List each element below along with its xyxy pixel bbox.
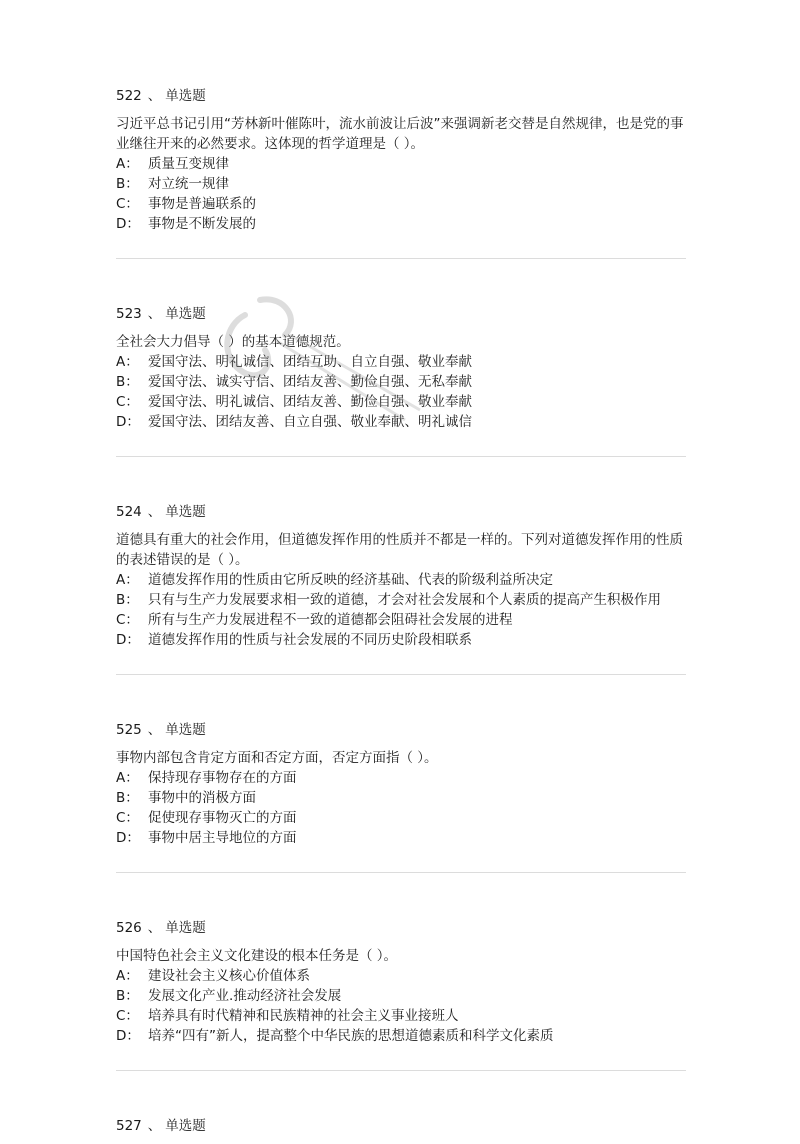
question-type: 单选题 — [165, 88, 206, 104]
question-527 — [116, 1116, 686, 1136]
question-separator: 、 — [147, 722, 162, 738]
option-key: A： — [116, 354, 139, 370]
option-text: 道德发挥作用的性质由它所反映的经济基础、代表的阶级利益所决定 — [148, 572, 553, 588]
option-key: A： — [116, 156, 139, 172]
option-text: 促使现存事物灭亡的方面 — [148, 810, 297, 826]
option-key: D： — [116, 414, 140, 430]
option-text: 保持现存事物存在的方面 — [148, 770, 297, 786]
question-522 — [116, 86, 686, 259]
option-key: B： — [116, 988, 139, 1004]
option-text: 培养“四有”新人，提高整个中华民族的思想道德素质和科学文化素质 — [148, 1028, 554, 1044]
option-a — [116, 570, 686, 590]
option-key: C： — [116, 612, 139, 628]
option-c — [116, 808, 686, 828]
option-a — [116, 768, 686, 788]
option-key: D： — [116, 632, 140, 648]
option-d — [116, 630, 686, 650]
option-key: D： — [116, 830, 140, 846]
option-c — [116, 1006, 686, 1026]
option-list — [116, 154, 686, 234]
option-key: B： — [116, 592, 139, 608]
option-key: D： — [116, 216, 140, 232]
question-header — [116, 1116, 686, 1136]
option-list — [116, 570, 686, 650]
option-text: 爱国守法、诚实守信、团结友善、勤俭自强、无私奉献 — [148, 374, 472, 390]
option-key: C： — [116, 196, 139, 212]
option-b — [116, 788, 686, 808]
option-text: 对立统一规律 — [148, 176, 229, 192]
option-key: B： — [116, 790, 139, 806]
option-list — [116, 352, 686, 432]
question-list — [116, 86, 686, 1144]
question-separator: 、 — [147, 88, 162, 104]
option-c — [116, 194, 686, 214]
question-type: 单选题 — [165, 1118, 206, 1134]
option-d — [116, 412, 686, 432]
option-a — [116, 154, 686, 174]
option-text: 培养具有时代精神和民族精神的社会主义事业接班人 — [148, 1008, 459, 1024]
question-header — [116, 304, 686, 324]
question-number: 526 — [116, 920, 142, 936]
question-524 — [116, 502, 686, 675]
question-525 — [116, 720, 686, 873]
question-separator: 、 — [147, 504, 162, 520]
option-text: 只有与生产力发展要求相一致的道德，才会对社会发展和个人素质的提高产生积极作用 — [148, 592, 661, 608]
option-b — [116, 986, 686, 1006]
question-header — [116, 86, 686, 106]
question-type: 单选题 — [165, 920, 206, 936]
question-number: 523 — [116, 306, 142, 322]
question-number: 525 — [116, 722, 142, 738]
question-separator: 、 — [147, 306, 162, 322]
question-header — [116, 918, 686, 938]
question-separator: 、 — [147, 1118, 162, 1134]
option-d — [116, 828, 686, 848]
option-text: 道德发挥作用的性质与社会发展的不同历史阶段相联系 — [148, 632, 472, 648]
option-text: 质量互变规律 — [148, 156, 229, 172]
question-separator: 、 — [147, 920, 162, 936]
option-text: 发展文化产业.推动经济社会发展 — [148, 988, 342, 1004]
question-stem: 全社会大力倡导（ ）的基本道德规范。 — [116, 334, 350, 350]
option-a — [116, 352, 686, 372]
option-list — [116, 966, 686, 1046]
option-key: A： — [116, 968, 139, 984]
option-text: 事物中的消极方面 — [148, 790, 256, 806]
question-stem: 道德具有重大的社会作用，但道德发挥作用的性质并不都是一样的。下列对道德发挥作用的性质的表述错误的是（ ）。 — [116, 532, 683, 568]
question-number: 522 — [116, 88, 142, 104]
question-type: 单选题 — [165, 504, 206, 520]
option-text: 事物是不断发展的 — [148, 216, 256, 232]
question-stem: 习近平总书记引用“芳林新叶催陈叶，流水前波让后波”来强调新老交替是自然规律，也是党的事业继往开来的必然要求。这体现的哲学道理是（ ）。 — [116, 116, 684, 152]
option-c — [116, 610, 686, 630]
option-key: C： — [116, 1008, 139, 1024]
question-header — [116, 720, 686, 740]
option-a — [116, 966, 686, 986]
option-key: A： — [116, 770, 139, 786]
option-text: 事物中居主导地位的方面 — [148, 830, 297, 846]
option-text: 所有与生产力发展进程不一致的道德都会阻碍社会发展的进程 — [148, 612, 513, 628]
option-key: C： — [116, 394, 139, 410]
option-d — [116, 214, 686, 234]
question-523 — [116, 304, 686, 457]
question-number: 527 — [116, 1118, 142, 1134]
option-text: 爱国守法、团结友善、自立自强、敬业奉献、明礼诚信 — [148, 414, 472, 430]
option-key: B： — [116, 374, 139, 390]
option-text: 爱国守法、明礼诚信、团结友善、勤俭自强、敬业奉献 — [148, 394, 472, 410]
option-key: B： — [116, 176, 139, 192]
option-text: 事物是普遍联系的 — [148, 196, 256, 212]
option-list — [116, 768, 686, 848]
question-stem: 事物内部包含肯定方面和否定方面，否定方面指（ ）。 — [116, 750, 438, 766]
option-d — [116, 1026, 686, 1046]
option-text: 爱国守法、明礼诚信、团结互助、自立自强、敬业奉献 — [148, 354, 472, 370]
question-number: 524 — [116, 504, 142, 520]
option-b — [116, 174, 686, 194]
question-type: 单选题 — [165, 722, 206, 738]
question-stem: 中国特色社会主义文化建设的根本任务是（ ）。 — [116, 948, 398, 964]
question-type: 单选题 — [165, 306, 206, 322]
option-text: 建设社会主义核心价值体系 — [148, 968, 310, 984]
option-key: C： — [116, 810, 139, 826]
option-key: A： — [116, 572, 139, 588]
option-c — [116, 392, 686, 412]
question-526 — [116, 918, 686, 1071]
option-b — [116, 590, 686, 610]
option-b — [116, 372, 686, 392]
option-key: D： — [116, 1028, 140, 1044]
question-header — [116, 502, 686, 522]
